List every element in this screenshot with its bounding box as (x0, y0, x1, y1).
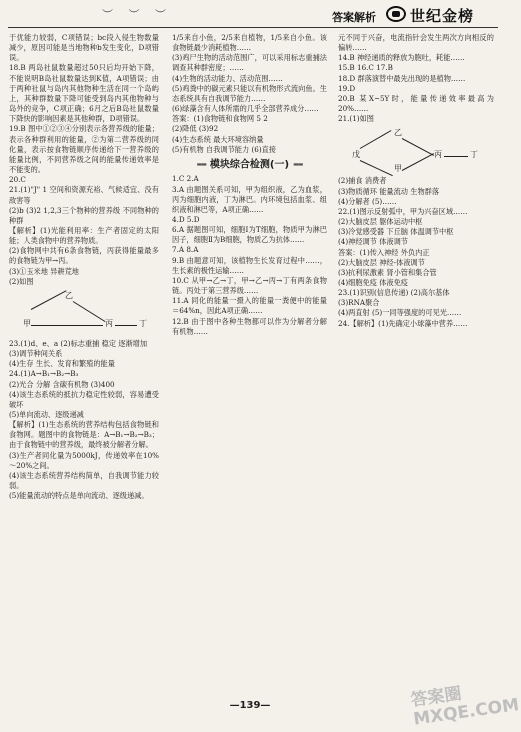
answer-text: 21.(1)如图 (338, 114, 374, 124)
answer-text: 【解析】(1)光能利用率：生产者固定的太阳能；人类食物中的营养物质。 (9, 225, 159, 246)
answer-text: (2)如图 (9, 276, 34, 286)
column-middle (172, 33, 327, 695)
diagram-arrow (31, 325, 103, 326)
answer-text: (4)生态系统 最大环境容纳量 (172, 134, 264, 144)
answer-text: 4.D 5.D (172, 215, 200, 224)
header-rule (8, 27, 498, 28)
diagram-arrow (360, 130, 392, 149)
answer-text: 23.(1)d、e、a (2)标志重捕 稳定 逐渐增加 (9, 338, 148, 348)
answer-text: (2)大脑皮层 躯体运动中枢 (338, 217, 423, 227)
answer-text: (2)捕食 消费者 (338, 176, 387, 186)
diagram-arrow (31, 290, 67, 310)
answer-text: 9.B 由题意可知，该植物生长发育过程中……，生长素的极性运输…… (172, 255, 327, 275)
answer-text: 24.【解析】(1)先确定小球藻中营养…… (338, 318, 468, 328)
diagram-node: 甲 (394, 164, 402, 174)
diagram-arrow (444, 156, 468, 157)
answer-text: (3)调节种间关系 (9, 349, 63, 359)
watermark: 答案圈 MXQE.COM (409, 683, 521, 730)
answer-text: 12.B 由于图中各种生物都可以作为分解者分解有机物…… (172, 316, 327, 336)
answer-text: 【解析】(1)生态系统的营养结构包括食物链和食物网。题图中的食物链是：A→B₁→B₂→B₃；由于食物链中的营养级，最终被分解者分解。 (9, 420, 159, 450)
page-number: —139— (229, 700, 271, 711)
diagram-node: 乙 (394, 128, 402, 138)
answer-text: (3)鸡尸生物的活动范围广，可以采用标志重捕法调查其种群密度；…… (172, 53, 327, 73)
answer-text: (2)光合 分解 含碳有机物 (3)400 (9, 379, 115, 389)
answer-text: 19.D (338, 83, 356, 93)
answer-text: 14.B 神经递质的释放为胞吐，耗能…… (338, 53, 465, 63)
answer-text: (6)绿藻含有人体所需的几乎全部营养成分…… (172, 104, 319, 114)
answer-text: (3)冷觉感受器 下丘脑 体温调节中枢 (338, 227, 454, 237)
answer-text: 3.A 由题图关系可知，甲为组织液，乙为血浆，丙为细胞内液，丁为淋巴。内环境包括血浆、组织液和淋巴等，A项正确…… (172, 184, 327, 214)
answer-text: (3)生产者同化量为5000kJ，传递效率在10%～20%之间。 (9, 450, 159, 470)
answer-text: 23.(1)识别(信息传递) (2)高尔基体 (338, 288, 450, 298)
answer-text: 18.D 群落演替中最先出现的是植物…… (338, 73, 466, 83)
answer-text: (4)细胞免疫 体液免疫 (338, 277, 408, 287)
diagram-arrow (402, 154, 434, 172)
diagram-node: 丙 (105, 318, 113, 328)
diagram-node: 丁 (470, 150, 478, 160)
answer-text: (5)单向流动、逐级递减 (9, 410, 84, 419)
answer-text: (4)生存 生长、发育和繁殖的能量 (9, 359, 115, 369)
answer-text: (3)①玉米地 异耕荒地 (9, 266, 79, 276)
answer-text: (3)抗利尿激素 肾小管和集合管 (338, 267, 437, 277)
answer-text: (2)食物网中共有6条食物链，丙获得能量最多的食物链为甲→丙。 (9, 246, 159, 266)
answer-text: 1/5来自小鱼，2/5来自植物，1/5来自小鱼。该食物链最少消耗植物…… (172, 33, 327, 53)
header-label: 答案解析 (332, 11, 376, 24)
diagram-arrow (115, 325, 137, 326)
answer-text: (4)该生态系统营养结构简单，自我调节能力较弱。 (9, 470, 159, 491)
answer-text: 15.B 16.C 17.B (338, 63, 393, 73)
answer-text: (3)物质循环 能量流动 生物群落 (338, 186, 440, 196)
diagram-arrow (360, 160, 393, 176)
answer-text: 元不同于兴奋，电流指针会发生两次方向相反的偏转…… (338, 33, 494, 53)
diagram-node: 乙 (65, 290, 73, 300)
brand-name: 世纪金榜 (410, 7, 475, 25)
answer-text: 11.A 同化的能量一摄入的能量一粪便中的能量＝64%n，因此A项正确…… (172, 296, 327, 316)
birds-decoration-icon: ︶ ︶ ︶ (102, 8, 172, 21)
answer-text: (4)神经调节 体液调节 (338, 237, 408, 247)
answer-text: (4)生物的活动能力、活动范围…… (172, 73, 283, 83)
answer-text: 24.(1)A→B₁→B₂→B₃ (9, 369, 79, 379)
answer-text: 20.C (9, 175, 26, 185)
answer-text: (2)大脑皮层 神经-体液调节 (338, 257, 425, 267)
answer-text: 20.B 某X~5Y时，能量传递效率最高为20%…… (338, 93, 494, 114)
brand-logo-icon (386, 6, 406, 22)
food-web-diagram (338, 126, 494, 174)
answer-text: 6.A 据题图可知，细胞Ⅰ为T细胞，物质甲为淋巴因子，细胞Ⅱ为B细胞，物质乙为抗体…… (172, 225, 327, 245)
food-chain-diagram (9, 289, 159, 337)
column-right (338, 33, 494, 695)
answer-text: (5)能量流动的特点是单向流动、逐级递减。 (9, 491, 149, 501)
answer-text: (2)b (3)2 1,2,3三个物种的营养级 不同物种的种群 (9, 205, 159, 225)
section-title: ▬▬ 模块综合检测(一) ▬▬ (172, 158, 327, 172)
answer-text: 21.(1)"J" 1 空间和资源充裕、气候适宜、没有敌害等 (9, 185, 159, 205)
answer-text: (4)该生态系统的抵抗力稳定性较弱，容易遭受破坏 (9, 389, 159, 409)
answer-text: 答案：(1)传入神经 外负内正 (338, 247, 430, 257)
answer-text: (5)有机物 自我调节能力 (6)直接 (172, 144, 276, 154)
answer-text: 答案：(1)食物链和食物网 5 2 (172, 114, 268, 124)
answer-text: 19.B 图中①②③④分别表示各营养级的能量；表示各种群利用的能量，②为第二营养级的同化量，表示按食物链顺序传递给下一营养级的能量比例，不同营养级之间的能量传递效率是不能变的。 (9, 124, 159, 175)
diagram-arrow (402, 138, 434, 156)
diagram-arrow (73, 301, 106, 322)
answer-text: (4)两直射 (5)一同等强度的可见光…… (338, 308, 462, 318)
diagram-node: 丙 (434, 150, 442, 160)
answer-text: 10.C 从甲→乙→丁，甲→乙→丙→丁有两条食物链。丙处于第三营养级…… (172, 275, 327, 296)
answer-text: (3)RNA聚合 (338, 298, 380, 308)
answer-text: 18.B 两岛社鼠数量超过50只后均开始下降，不能说明B岛社鼠数量达到K值，A项错误；由于两种社鼠与岛内其他物种生活在同一个岛屿上，其种群数量下降可能受到岛内其他物种与岛外的竞争，C项正确；6月之后B岛社鼠数量下降快的影响因素是其他种群，D项错误。 (9, 63, 159, 124)
answer-text: 22.(1)图示反射弧中，甲为兴奋区域…… (338, 206, 468, 216)
diagram-node: 甲 (23, 318, 31, 328)
answer-text: 7.A 8.A (172, 245, 199, 255)
answer-text: 1.C 2.A (172, 174, 199, 184)
page-header (0, 0, 500, 30)
answer-text: (2)降低 (3)92 (172, 124, 219, 134)
diagram-node: 丁 (139, 318, 147, 328)
column-left (9, 33, 159, 695)
answer-text: (5)鸡粪中的碳元素只能以有机物形式流向鱼。生态系统具有自我调节能力…… (172, 83, 327, 103)
answer-text: 于优能力较弱，C项错误；bc段入侵生物数量减少，原因可能是当地物种b发生变化，D项错误。 (9, 33, 159, 63)
answer-text: (4)分解者 (5)…… (338, 196, 397, 206)
diagram-node: 戊 (352, 150, 360, 160)
